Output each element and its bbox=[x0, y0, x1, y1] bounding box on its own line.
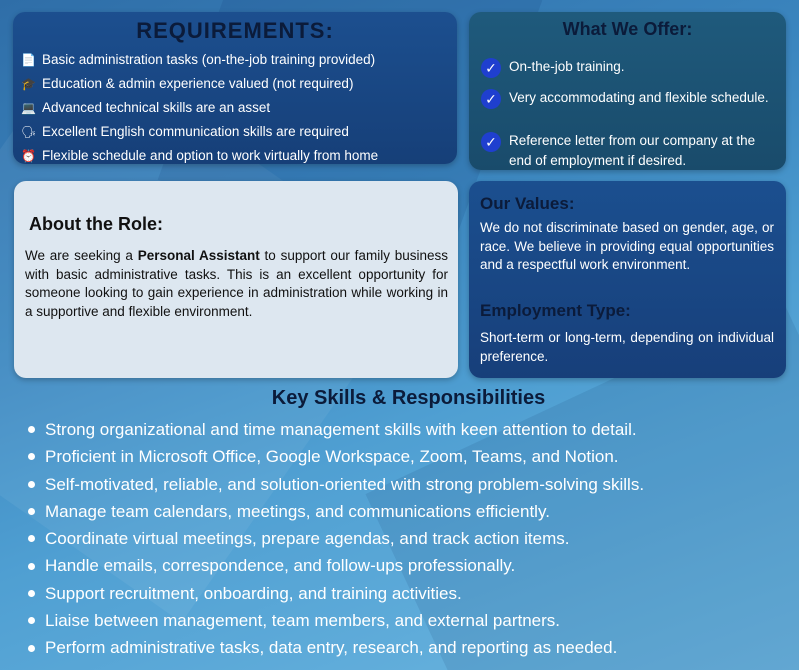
skill-text: Perform administrative tasks, data entry, research, and reporting as needed. bbox=[45, 638, 618, 658]
offer-panel bbox=[469, 12, 786, 170]
skills-list bbox=[28, 416, 644, 662]
about-text-start: We are seeking a bbox=[25, 248, 138, 263]
about-role-panel bbox=[14, 181, 458, 378]
employment-type-text: Short-term or long-term, depending on individual preference. bbox=[480, 330, 774, 364]
list-item bbox=[21, 144, 378, 168]
speaking-head-icon: 🗣 bbox=[21, 125, 37, 139]
checkmark-icon: ✓ bbox=[481, 58, 501, 78]
about-text-end: to support our family business with basic administrative tasks. This is an excellent opportunity for someone looking to gain experience in administration while working in a supportive and flexible environment. bbox=[25, 248, 449, 319]
skill-text: Self-motivated, reliable, and solution-oriented with strong problem-solving skills. bbox=[45, 474, 645, 494]
list-item bbox=[28, 580, 644, 607]
skill-text: Coordinate virtual meetings, prepare agendas, and track action items. bbox=[45, 529, 570, 549]
about-role-title: About the Role: bbox=[29, 214, 163, 234]
list-item bbox=[481, 88, 769, 109]
list-item bbox=[28, 416, 644, 443]
bullet-icon bbox=[28, 590, 35, 597]
list-item bbox=[28, 607, 644, 634]
about-role-text bbox=[25, 247, 448, 321]
checkmark-icon: ✓ bbox=[481, 89, 501, 109]
list-item bbox=[28, 471, 644, 498]
offer-title: What We Offer: bbox=[562, 19, 693, 39]
skill-text: Support recruitment, onboarding, and training activities. bbox=[45, 583, 462, 603]
page-icon: 📄 bbox=[21, 53, 36, 67]
requirements-list bbox=[21, 48, 378, 168]
requirement-text: Flexible schedule and option to work virtually from home bbox=[42, 148, 379, 163]
requirement-text: Education & admin experience valued (not required) bbox=[42, 76, 354, 91]
requirements-title: REQUIREMENTS: bbox=[136, 18, 334, 43]
list-item bbox=[21, 96, 378, 120]
bullet-icon bbox=[28, 481, 35, 488]
job-title-emphasis: Personal Assistant bbox=[137, 248, 260, 263]
offer-text: On-the-job training. bbox=[509, 59, 625, 74]
list-item bbox=[28, 443, 644, 470]
skill-text: Strong organizational and time management skills with keen attention to detail. bbox=[45, 420, 637, 439]
list-item bbox=[28, 498, 644, 525]
list-item bbox=[28, 552, 644, 579]
list-item bbox=[21, 120, 378, 144]
requirement-text: Basic administration tasks (on-the-job training provided) bbox=[42, 52, 376, 67]
skill-text: Liaise between management, team members, and external partners. bbox=[45, 611, 560, 631]
graduation-cap-icon: 🎓 bbox=[21, 77, 36, 91]
bullet-icon bbox=[28, 426, 35, 433]
offer-text: Reference letter from our company at the end of employment if desired. bbox=[509, 133, 756, 168]
bullet-icon bbox=[28, 453, 35, 460]
checkmark-icon: ✓ bbox=[481, 132, 501, 152]
list-item bbox=[28, 634, 644, 661]
requirement-text: Excellent English communication skills are required bbox=[42, 124, 349, 139]
alarm-clock-icon: ⏰ bbox=[21, 149, 36, 163]
skills-title: Key Skills & Responsibilities bbox=[271, 387, 546, 409]
list-item bbox=[481, 131, 769, 171]
requirements-panel bbox=[13, 12, 457, 164]
bullet-icon bbox=[28, 645, 35, 652]
offer-text: Very accommodating and flexible schedule. bbox=[509, 90, 769, 105]
requirement-text: Advanced technical skills are an asset bbox=[42, 100, 271, 115]
skill-text: Proficient in Microsoft Office, Google Workspace, Zoom, Teams, and Notion. bbox=[45, 447, 619, 467]
list-item bbox=[481, 57, 769, 78]
values-panel bbox=[469, 181, 786, 378]
bullet-icon bbox=[28, 535, 35, 542]
values-title: Our Values: bbox=[480, 194, 575, 213]
bullet-icon bbox=[28, 508, 35, 515]
employment-type-title: Employment Type: bbox=[480, 301, 631, 320]
list-item bbox=[21, 72, 378, 96]
values-text: We do not discriminate based on gender, age, or race. We believe in providing equal opportunities and a respectful work environment. bbox=[480, 220, 774, 272]
skill-text: Manage team calendars, meetings, and communications efficiently. bbox=[45, 501, 550, 521]
list-item bbox=[28, 525, 644, 552]
laptop-icon: 💻 bbox=[21, 101, 36, 115]
list-item bbox=[21, 48, 378, 72]
bullet-icon bbox=[28, 617, 35, 624]
bullet-icon bbox=[28, 563, 35, 570]
skill-text: Handle emails, correspondence, and follow-ups professionally. bbox=[45, 556, 516, 576]
